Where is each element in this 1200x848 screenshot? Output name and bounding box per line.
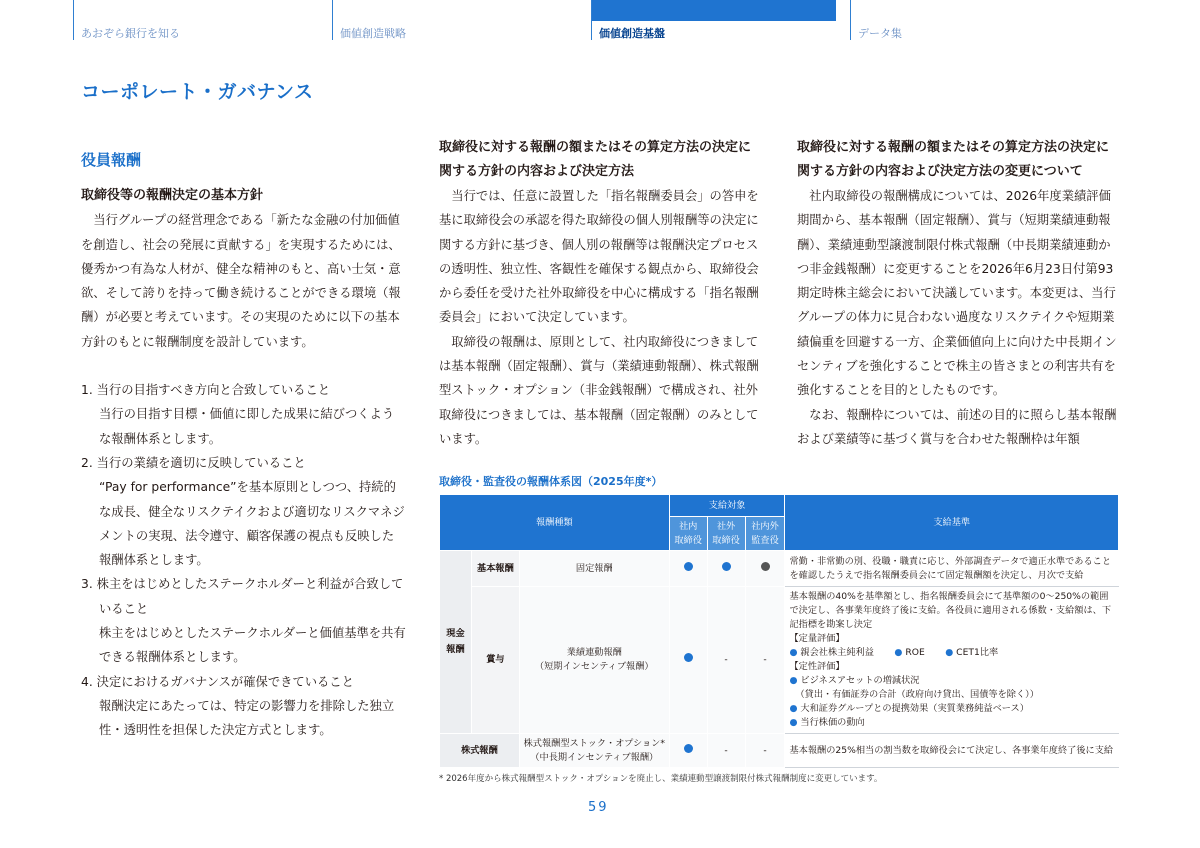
row-stock-dash: -: [707, 734, 745, 768]
section-title: 役員報酬: [81, 151, 142, 169]
table-footnote: * 2026年度から株式報酬型ストック・オプションを廃止し、業績連動型譲渡制限付株式報酬制度に変更しています。: [439, 774, 883, 784]
tab-strategy-label: 価値創造戦略: [340, 27, 406, 40]
bullet-icon: [761, 562, 770, 571]
remuneration-table: [439, 494, 1119, 768]
row-stock-dash: -: [745, 734, 785, 768]
row-bonus-detail: 業績連動報酬 （短期インセンティブ報酬）: [519, 587, 669, 734]
row-stock-desc: 基本報酬の25%相当の割当数を取締役会にて決定し、各事業年度終了後に支給: [785, 734, 1119, 768]
policy-item-2-body: “Pay for performance”を基本原則としつつ、持続的な成長、健全なリスクテイクおよび適切なリスクマネジメントの実現、法令遵守、顧客保護の視点も反映した報酬体系とします。: [99, 480, 405, 568]
page-number: 59: [588, 800, 609, 815]
column-policy-change: [797, 136, 1120, 451]
policy-item-1-body: 当行の目指す目標・価値に即した成果に結びつくような報酬体系とします。: [99, 407, 395, 446]
active-tab-indicator: [592, 0, 836, 21]
table-row-stock: [440, 734, 1119, 768]
policy-change-heading: 取締役に対する報酬の額またはその算定方法の決定に関する方針の内容および決定方法の変更について: [797, 140, 1110, 179]
header-type: 報酬種類: [440, 495, 670, 551]
tab-data[interactable]: [850, 0, 1108, 40]
bullet-icon: [722, 562, 731, 571]
policy-item-3-title: 3. 株主をはじめとしたステークホルダーと利益が合致していること: [81, 577, 404, 616]
policy-change-p2: なお、報酬枠については、前述の目的に照らし基本報酬および業績等に基づく賞与を合わせた報酬枠は年額: [797, 407, 1117, 446]
header-external-director: 社外 取締役: [707, 517, 745, 551]
column-decision-method: [439, 136, 762, 451]
row-bonus-dash: -: [707, 587, 745, 734]
policy-item-3-body: 株主をはじめとしたステークホルダーと価値基準を共有できる報酬体系とします。: [99, 626, 406, 665]
policy-change-p1: 社内取締役の報酬構成については、2026年度業績評価期間から、基本報酬（固定報酬）、賞与（短期業績連動報酬）、業績連動型譲渡制限付株式報酬（中長期業績連動かつ非金銭報酬）に変更することを2026年6月23日付第93期定時株主総会において決議しています。本変更は、当行グループの体力に見合わない過度なリスクテイクや短期業績偏重を回避する一方、企業価値向上に向けた中長期インセンティブを強化することで株主の皆さまとの利害共有を強化することを目的としたものです。: [797, 189, 1117, 398]
table-row-base: [440, 551, 1119, 587]
decision-method-p1: 当行では、任意に設置した「指名報酬委員会」の答申を基に取締役会の承認を得た取締役の個人別報酬等の決定に関する方針に基づき、個人別の報酬等は報酬決定プロセスの透明性、独立性、客観性を確保する観点から、取締役会から委任を受けた社外取締役を中心に構成する「指名報酬委員会」において決定しています。: [439, 189, 759, 325]
tab-about-label: あおぞら銀行を知る: [81, 27, 180, 40]
header-internal-director: 社内 取締役: [669, 517, 707, 551]
tab-data-label: データ集: [858, 27, 902, 40]
row-bonus-desc: 基本報酬の40%を基準額とし、指名報酬委員会にて基準額の0～250%の範囲で決定し、各事業年度終了後に支給。各役員に適用される係数・支給額は、下記指標を勘案し決定 【定量評価】 ● 親会社株主純利益 ● ROE ● CET1比率 【定性評価】 ● ビジネスアセットの増減状況 （貸出・有価証券の合計（政府向け貸出、国債等を除く）） ● 大和証券グループとの提携効果（実質業務純益ベース） ● 当行株価の動向: [785, 587, 1119, 734]
decision-method-heading: 取締役に対する報酬の額またはその算定方法の決定に関する方針の内容および決定方法: [439, 140, 752, 179]
basic-policy-intro: 当行グループの経営理念である「新たな金融の付加価値を創造し、社会の発展に貢献する」を実現するためには、優秀かつ有為な人材が、健全な精神のもと、高い士気・意欲、そして誇りを持って働き続けることができる環境（報酬）が必要と考えています。その実現のために以下の基本方針のもとに報酬制度を設計しています。: [81, 213, 401, 349]
header-basis: 支給基準: [785, 495, 1119, 551]
tab-foundation[interactable]: [591, 0, 849, 40]
basic-policy-heading: 取締役等の報酬決定の基本方針: [81, 188, 264, 203]
bullet-icon: [684, 653, 693, 662]
group-cash-label: 現金報酬: [440, 551, 472, 734]
policy-item-1-title: 1. 当行の目指すべき方向と合致していること: [81, 383, 331, 398]
tab-foundation-label: 価値創造基盤: [599, 27, 665, 40]
header-auditor: 社内外 監査役: [745, 517, 785, 551]
policy-item-2-title: 2. 当行の業績を適切に反映していること: [81, 455, 306, 470]
column-basic-policy: [81, 184, 406, 743]
row-base-desc: 常勤・非常勤の別、役職・職責に応じ、外部調査データで適正水準であることを確認したうえで指名報酬委員会にて固定報酬額を決定し、月次で支給: [785, 551, 1119, 587]
quant-list: ● 親会社株主純利益 ● ROE ● CET1比率: [789, 647, 999, 658]
row-bonus-dash: -: [745, 587, 785, 734]
section-tabs: [0, 0, 1200, 44]
bullet-icon: [684, 562, 693, 571]
page-title: コーポレート・ガバナンス: [81, 81, 314, 103]
tab-about[interactable]: [73, 0, 331, 40]
tab-strategy[interactable]: [332, 0, 590, 40]
policy-item-4-title: 4. 決定におけるガバナンスが確保できていること: [81, 674, 354, 689]
row-base-detail: 固定報酬: [519, 551, 669, 587]
row-stock-name: 株式報酬: [440, 734, 520, 768]
table-title: 取締役・監査役の報酬体系図（2025年度*）: [439, 475, 663, 488]
row-bonus-name: 賞与: [471, 587, 519, 734]
row-stock-detail: 株式報酬型ストック・オプション* （中長期インセンティブ報酬）: [519, 734, 669, 768]
bullet-icon: [684, 744, 693, 753]
row-base-name: 基本報酬: [471, 551, 519, 587]
decision-method-p2: 取締役の報酬は、原則として、社内取締役につきましては基本報酬（固定報酬）、賞与（業績連動報酬）、株式報酬型ストック・オプション（非金銭報酬）で構成され、社外取締役につきましては、基本報酬（固定報酬）のみとしています。: [439, 334, 759, 446]
header-target: 支給対象: [669, 495, 785, 517]
policy-item-4-body: 報酬決定にあたっては、特定の影響力を排除した独立性・透明性を担保した決定方式とします。: [99, 698, 395, 738]
table-row-bonus: [440, 587, 1119, 734]
